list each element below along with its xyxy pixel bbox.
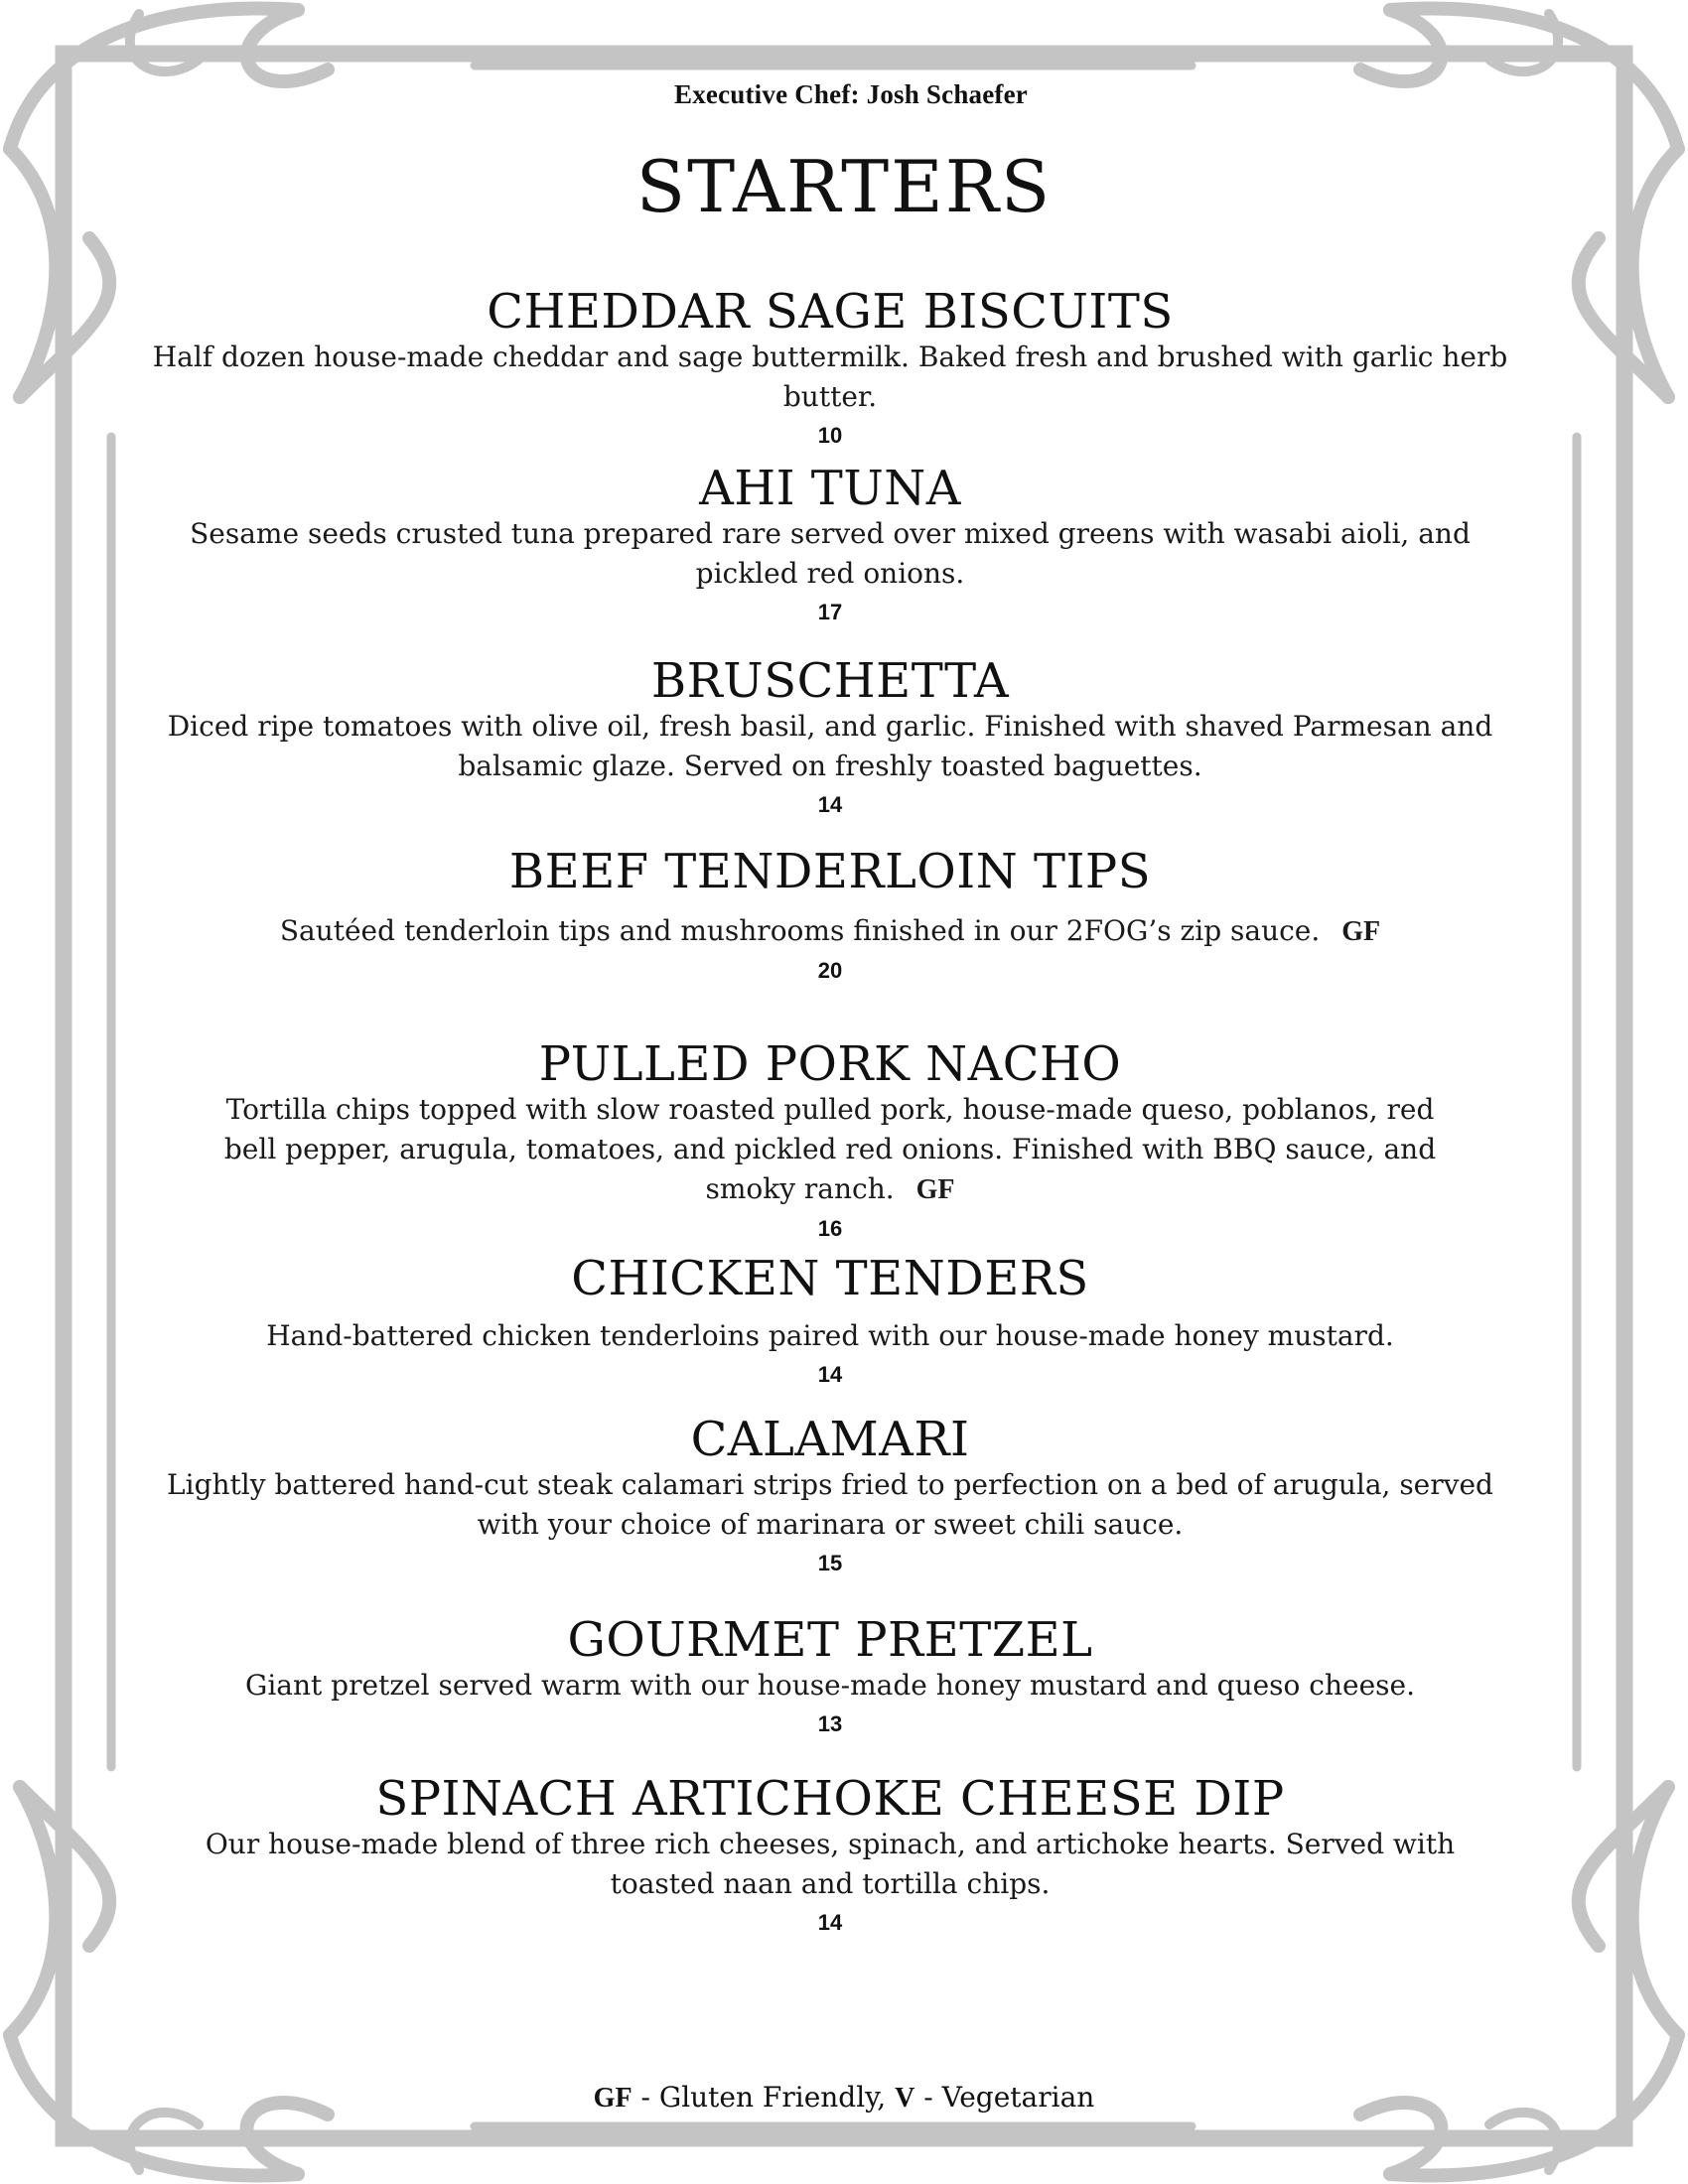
menu-item [149, 1414, 1511, 1578]
item-price: 20 [817, 958, 843, 983]
menu-item [149, 1038, 1511, 1244]
item-price: 14 [817, 1362, 843, 1387]
item-description: Sesame seeds crusted tuna prepared rare served over mixed greens with wasabi aioli, and pickled red onions. [190, 517, 1471, 590]
menu-item [149, 286, 1511, 451]
dietary-legend [0, 2081, 1688, 2115]
item-price: 16 [817, 1216, 843, 1241]
item-name: AHI TUNA [699, 461, 961, 516]
item-description: Half dozen house-made cheddar and sage buttermilk. Baked fresh and brushed with garlic herb butter. [152, 341, 1508, 413]
v-text: - Vegetarian [914, 2081, 1095, 2114]
item-description-row [205, 1090, 1456, 1210]
item-description-row [149, 911, 1511, 952]
section-title: STARTERS [635, 145, 1053, 228]
gluten-friendly-tag: GF [1341, 916, 1381, 947]
item-name: BRUSCHETTA [650, 653, 1010, 709]
gf-text: - Gluten Friendly, [632, 2081, 896, 2114]
item-description: Diced ripe tomatoes with olive oil, fresh basil, and garlic. Finished with shaved Parmesan and balsamic glaze. Served on freshly toasted baguettes. [167, 710, 1493, 782]
gluten-friendly-tag: GF [915, 1174, 955, 1205]
item-name: SPINACH ARTICHOKE CHEESE DIP [375, 1771, 1285, 1827]
menu-item [149, 463, 1511, 627]
v-code: V [895, 2083, 915, 2114]
item-description: Giant pretzel served warm with our house-made honey mustard and queso cheese. [244, 1669, 1415, 1702]
menu-item [149, 1614, 1511, 1739]
item-description: Sautéed tenderloin tips and mushrooms finished in our 2FOG’s zip sauce. [279, 914, 1321, 947]
item-price: 17 [817, 600, 843, 624]
item-description: Tortilla chips topped with slow roasted pulled pork, house-made queso, poblanos, red bell pepper, arugula, tomatoes, and pickled red onions. Finished with BBQ sauce, and smoky ranch. [223, 1093, 1437, 1205]
menu-item [149, 1253, 1511, 1390]
item-name: CHEDDAR SAGE BISCUITS [487, 284, 1174, 340]
item-price: 15 [817, 1551, 843, 1575]
item-description: Our house-made blend of three rich cheeses, spinach, and artichoke hearts. Served with toasted naan and tortilla chips. [205, 1828, 1456, 1900]
executive-chef-line: Executive Chef: Josh Schaefer [674, 79, 1028, 109]
item-name: CHICKEN TENDERS [571, 1251, 1089, 1306]
item-price: 14 [817, 1910, 843, 1935]
item-description: Hand-battered chicken tenderloins paired with our house-made honey mustard. [266, 1319, 1394, 1352]
item-price: 10 [817, 423, 843, 448]
item-name: CALAMARI [690, 1412, 970, 1467]
item-price: 13 [817, 1711, 843, 1736]
item-name: GOURMET PRETZEL [567, 1612, 1093, 1668]
item-name: BEEF TENDERLOIN TIPS [508, 844, 1152, 899]
menu-item [149, 846, 1511, 986]
menu-item [149, 1773, 1511, 1938]
item-name: PULLED PORK NACHO [538, 1036, 1122, 1092]
item-price: 14 [817, 792, 843, 817]
gf-code: GF [593, 2083, 633, 2114]
menu-item [149, 655, 1511, 820]
item-description: Lightly battered hand-cut steak calamari strips fried to perfection on a bed of arugula, served with your choice of marinara or sweet chili sauce. [167, 1468, 1493, 1541]
